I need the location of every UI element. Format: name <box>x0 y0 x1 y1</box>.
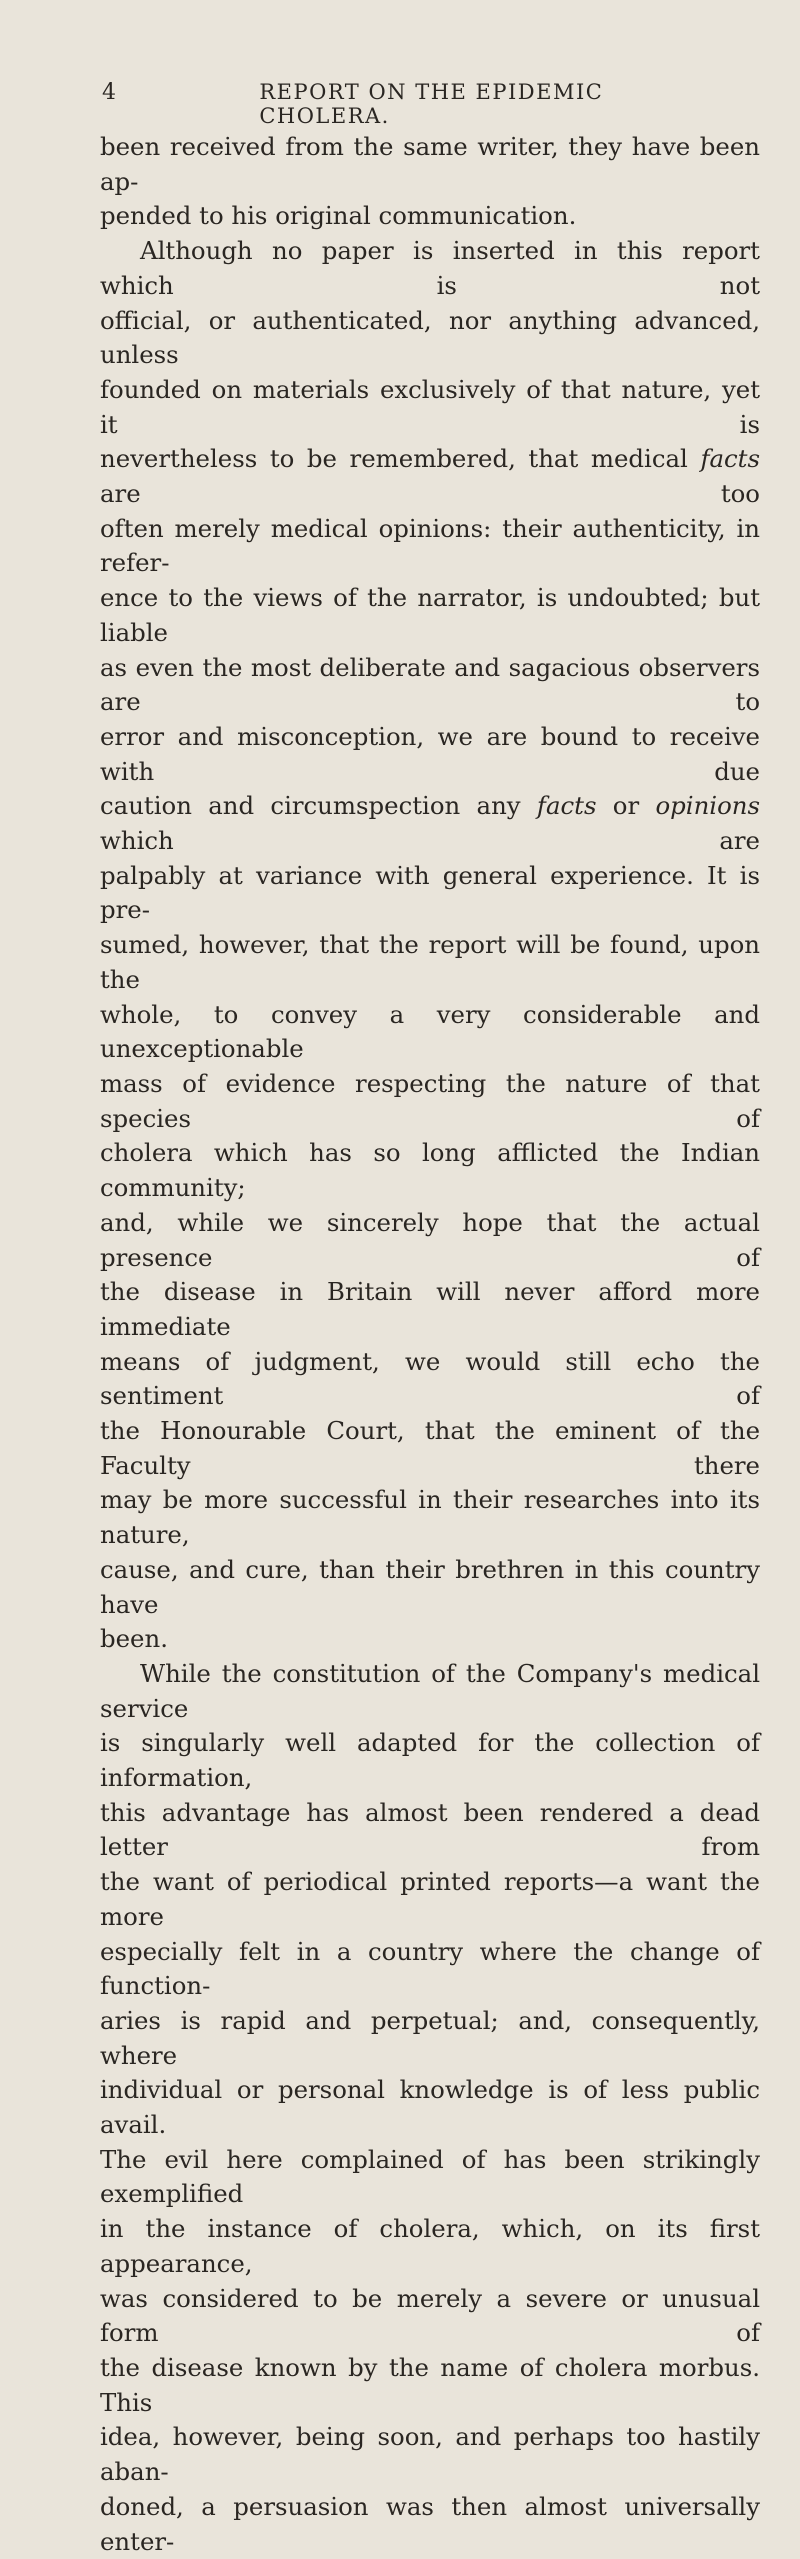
text-line: especially felt in a country where the change of function- <box>100 1936 760 2001</box>
text-line: palpably at variance with general experience. It is pre- <box>100 860 760 925</box>
text-line: ence to the views of the narrator, is undoubted; but liable <box>100 583 760 647</box>
text-line: been received from the same writer, they have been ap- <box>100 132 760 196</box>
text-line: idea, however, being soon, and perhaps too hastily aban- <box>100 2422 760 2487</box>
body-text <box>100 130 760 2559</box>
text-line: While the constitution of the Company's medical service <box>100 1658 760 1723</box>
text-line: often merely medical opinions: their authenticity, in refer- <box>100 513 760 578</box>
text-line: The evil here complained of has been strikingly exemplified <box>100 2144 760 2209</box>
text-line: the disease in Britain will never afford more immediate <box>100 1277 760 1341</box>
text-line: sumed, however, that the report will be found, upon the <box>100 930 760 994</box>
text-line: as even the most deliberate and sagacious observers are to <box>100 652 760 717</box>
text-line: official, or authenticated, nor anything advanced, unless <box>100 305 760 370</box>
text-line: the disease known by the name of cholera morbus. This <box>100 2353 760 2417</box>
text-line: cholera which has so long afflicted the Indian community; <box>100 1138 760 1203</box>
text-line: Although no paper is inserted in this report which is not <box>100 236 760 300</box>
text-line: error and misconception, we are bound to receive with due <box>100 721 760 786</box>
text-line: doned, a persuasion was then almost universally enter- <box>100 2491 760 2556</box>
text-line: the Honourable Court, that the eminent of the Faculty there <box>100 1416 760 1480</box>
text-line: cause, and cure, than their brethren in this country have <box>100 1554 760 1619</box>
text-line: pended to his original communication. <box>100 201 577 231</box>
text-line: and, while we sincerely hope that the actual presence of <box>100 1207 760 1272</box>
text-line: nevertheless to be remembered, that medical facts are too <box>100 444 760 509</box>
running-header <box>102 80 740 128</box>
text-line: in the instance of cholera, which, on its first appearance, <box>100 2214 760 2278</box>
running-title: REPORT ON THE EPIDEMIC CHOLERA. <box>259 80 604 128</box>
text-line: whole, to convey a very considerable and unexceptionable <box>100 999 760 1064</box>
text-line: caution and circumspection any facts or opinions which are <box>100 791 760 856</box>
text-line: founded on materials exclusively of that nature, yet it is <box>100 374 760 439</box>
text-line: aries is rapid and perpetual; and, consequently, where <box>100 2005 760 2070</box>
text-line: may be more successful in their researches into its nature, <box>100 1485 760 1550</box>
text-line: this advantage has almost been rendered a dead letter from <box>100 1797 760 1862</box>
text-line: been. <box>100 1624 168 1654</box>
text-line: individual or personal knowledge is of less public avail. <box>100 2075 760 2140</box>
text-line: the want of periodical printed reports—a want the more <box>100 1867 760 1931</box>
page-number: 4 <box>102 80 118 105</box>
text-line: means of judgment, we would still echo the sentiment of <box>100 1346 760 1411</box>
text-line: mass of evidence respecting the nature of that species of <box>100 1068 760 1133</box>
text-line: was considered to be merely a severe or unusual form of <box>100 2283 760 2348</box>
text-line: is singularly well adapted for the collection of information, <box>100 1728 760 1793</box>
